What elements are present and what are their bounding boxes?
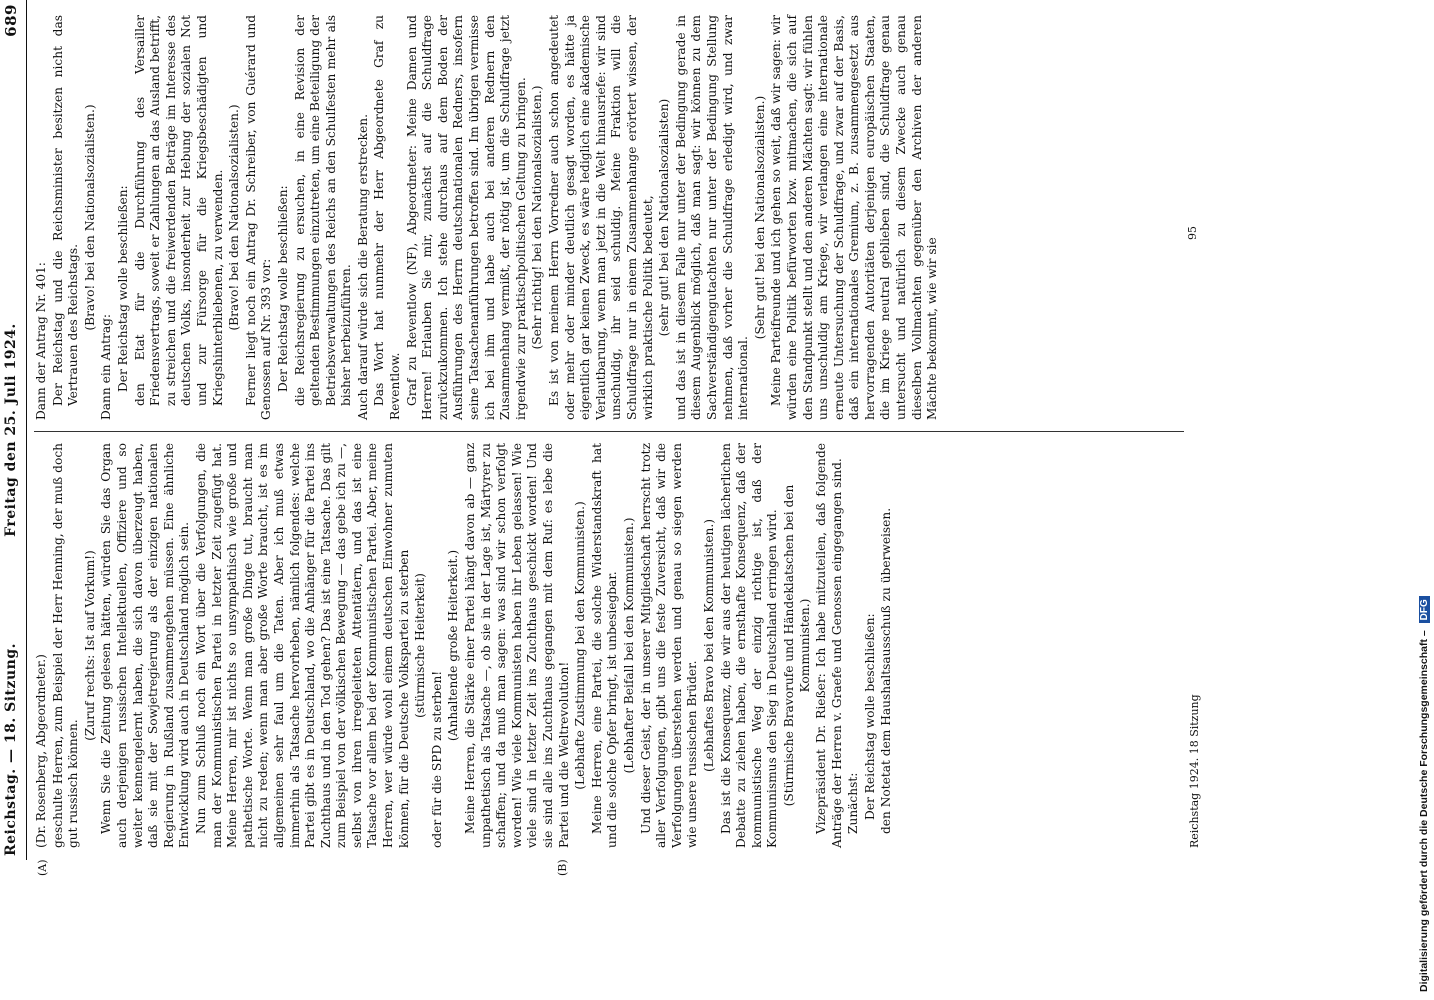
paragraph: geschulte Herren, zum Beispiel der Herr Henning, der muß doch gut russisch können. [50,443,81,848]
paragraph: den Etat für die Durchführung des Versailler Friedensvertrags, soweit er Zahlungen an das Ausland betrifft, zu streichen und die freiwerdenden Beträge im Interesse des deutschen Volks, insonderheit zur Hebung der sozialen Not und zur Fürsorge für die Kriegsbeschädigten und Kriegshinterbliebenen, zu verwenden. [132,15,225,406]
page-number: 689 [2,4,20,37]
paragraph: Es ist von meinem Herrn Vorredner auch schon angedeutet oder mehr oder minder deutlich gesagt worden, es hätte ja eigentlich gar keinen Zweck, es wäre lediglich eine akademische Verlautbarung, wenn man jetzt in die Welt hinausriefe: wir sind unschuldig, ihr seid schuldig. Meine Fraktion will die Schuldfrage nur in einem Zusammenhange erörtert wissen, der wirklich praktische Politik bedeutet, [547,15,655,420]
right-text-column [34,15,942,420]
header-left: Reichstag. — 18. Sitzung. [3,643,19,856]
margin-marker-b: (B) [556,859,569,876]
paragraph: Wenn Sie die Zeitung gelesen hätten, würden Sie das Organ auch derjenigen russischen Intellektuellen, Offiziere und so weiter kennengelernt haben, die sich davon überzeugt haben, daß sie mit der Sowjetregierung als der einzigen nationalen Regierung in Rußland zusammengehen müssen. Eine ähnliche Entwicklung wird auch in Deutschland möglich sein. [99,443,192,848]
paragraph: Vizepräsident Dr. Rießer: Ich habe mitzuteilen, daß folgende Anträge der Herren v. Graefe und Genossen eingegangen sind. [814,443,844,848]
header-date: Freitag den 25. Juli 1924. [3,323,19,537]
margin-marker-a: (A) [36,859,49,876]
dfg-logo: DFG [1419,596,1430,623]
digitization-credit [1418,8,1432,992]
paragraph: Der Reichstag und die Reichsminister besitzen nicht das Vertrauen des Reichstags. [50,15,81,406]
paragraph: (Bravo! bei den Nationalsozialisten.) [82,104,97,331]
paragraph: (Sehr richtig! bei den Nationalsozialisten.) [530,85,545,350]
paragraph: (Lebhafter Beifall bei den Kommunisten.) [621,517,636,774]
paragraph: Das Wort hat nunmehr der Herr Abgeordnete Graf zu Reventlow. [372,15,403,420]
paragraph: (Lebhafte Zustimmung bei den Kommunisten.) [573,501,588,790]
paragraph: Auch darauf würde sich die Beratung erstrecken. [355,114,370,420]
paragraph: Nun zum Schluß noch ein Wort über die Verfolgungen, die man der Kommunistischen Partei in letzter Zeit zugefügt hat. Meine Herren, mir ist nichts so unsympathisch wie große und pathetische Worte. Wenn man große Dinge tut, braucht man nicht zu reden; wenn man aber große Worte braucht, ist es im allgemeinen sehr faul um die Taten. Aber ich muß etwas immerhin als Tatsache hervorheben, nämlich folgendes: welche Partei gibt es in Deutschland, wo die Anhänger für die Partei ins Zuchthaus und in den Tod gehen? Das ist eine Tatsache. Das gilt zum Beispiel von der völkischen Bewegung — das gebe ich zu —, selbst von ihren irregeleiteten Attentätern, und das ist eine Tatsache vor allem bei der Kommunistischen Partei. Aber, meine Herren, wer würde wohl einem deutschen Einwohner zumuten können, für die Deutsche Volkspartei zu sterben [193,443,411,848]
paragraph: Ferner liegt noch ein Antrag Dr. Schreiber, von Guérard und Genossen auf Nr. 393 vor: [243,15,274,420]
paragraph: oder für die SPD zu sterben! [429,670,444,848]
paragraph: Der Reichstag wolle beschließen: [862,613,877,820]
page-footer: Reichstag 1924. 18 Sitzung [1188,694,1201,848]
page-header [0,0,27,860]
paragraph: Dann der Antrag Nr. 401: [34,262,48,420]
paragraph: (Anhaltende große Heiterkeit.) [446,549,461,742]
paragraph: (stürmische Heiterkeit) [413,573,428,718]
paragraph: Meine Herren, die Stärke einer Partei hängt davon ab — ganz unpathetisch als Tatsache —, ob sie in der Lage ist, Märtyrer zu schaffen; und da muß man sagen: was sind wir schon verfolgt worden! Wie viele Kommunisten haben ihr Leben gelassen! Wie viele sind in letzter Zeit ins Zuchthaus geschickt worden! Und sie sind alle ins Zuchthaus gegangen mit dem Ruf: es lebe die Partei und die Weltrevolution! [463,443,571,848]
paragraph: Der Reichstag wolle beschließen: [275,185,290,392]
paragraph: (Zuruf rechts: Ist auf Vorkum!) [82,550,97,741]
paragraph: Dann ein Antrag: [99,314,114,420]
left-text-column [34,443,896,848]
paragraph: Meine Herren, eine Partei, die solche Widerstandskraft hat und die solche Opfer bringt, ist unbesiegbar. [589,443,620,848]
paragraph: (Dr. Rosenberg, Abgeordneter.) [34,654,48,848]
paragraph: Graf zu Reventlow (NF), Abgeordneter: Meine Damen und Herren! Erlauben Sie mir, zunächst auf die Schuldfrage zurückzukommen. Ich stehe durchaus auf dem Boden der Ausführungen des Herrn deutschnationalen Redners, insofern seine Tatsachenanführungen betroffen sind. Im übrigen vermisse ich bei ihm und habe auch bei anderen Rednern den Zusammenhang vermißt, der nötig ist, um die Schuldfrage jetzt irgendwie zur praktischpolitischen Geltung zu bringen. [404,15,528,420]
paragraph: Zunächst: [846,772,861,834]
paragraph: den Notetat dem Haushaltsausschuß zu überweisen. [879,507,894,834]
credit-text: Digitalisierung gefördert durch die Deutsche Forschungsgemeinschaft – [1418,630,1430,992]
paragraph: (sehr gut! bei den Nationalsozialisten) [657,98,672,337]
paragraph: die Reichsregierung zu ersuchen, in eine Revision der geltenden Bestimmungen einzutreten, um eine Beteiligung der Betriebsverwaltungen des Reichs an den Schulfesten mehr als bisher herbeizuführen. [292,15,354,406]
paragraph: (Sehr gut! bei den Nationalsozialisten.) [752,95,767,340]
paragraph: Meine Parteifreunde und ich gehen so weit, daß wir sagen: wir würden eine Politik befürworten bzw. mitmachen, die sich auf den Standpunkt stellt und den anderen Mächten sagt: wir fühlen uns unschuldig am Kriege, wir verlangen eine internationale erneute Untersuchung der Schuldfrage, und zwar auf der Basis, daß ein internationales Gremium, z. B. zusammengesetzt aus hervorragenden Autoritäten derjenigen europäischen Staaten, die im Kriege neutral geblieben sind, die Schuldfrage genau untersucht und natürlich zu diesem Zwecke auch genau dieselben Vollmachten gegenüber den Archiven der anderen Mächte bekommt, wie wir sie [769,15,940,420]
footer-page-index: 95 [1186,226,1199,240]
paragraph: und das ist in diesem Falle nur unter der Bedingung gerade in diesem Augenblick möglich, daß man sagt: wir können zu dem Sachverständigengutachten nur unter der Bedingung Stellung nehmen, daß vorher die Schuldfrage erledigt wird, und zwar international. [673,15,751,420]
paragraph: (Lebhaftes Bravo bei den Kommunisten.) [701,518,716,773]
column-divider [34,431,1184,432]
paragraph: (Bravo! bei den Nationalsozialisten.) [227,104,242,331]
paragraph: Das ist die Konsequenz, die wir aus der heutigen lächerlichen Debatte zu ziehen haben, die ernsthafte Konsequenz, daß der kommunistische Weg der einzig richtige ist, daß der Kommunismus den Sieg in Deutschland erringen wird. [718,443,780,848]
paragraph: (Stürmische Bravorufe und Händeklatschen bei den Kommunisten.) [781,484,812,807]
paragraph: Und dieser Geist, der in unserer Mitgliedschaft herrscht trotz aller Verfolgungen, gibt uns die feste Zuversicht, daß wir die Verfolgungen überstehen werden und genau so siegen werden wie unsere russischen Brüder. [638,443,700,848]
paragraph: Der Reichstag wolle beschließen: [115,185,130,392]
